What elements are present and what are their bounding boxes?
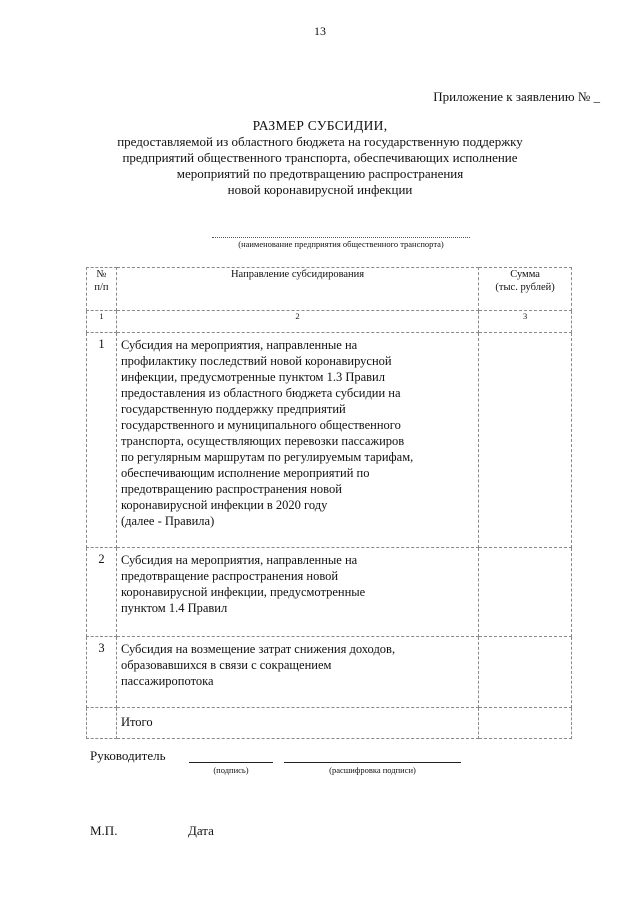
enterprise-caption: (наименование предприятия общественного транспорта) (238, 239, 444, 249)
row-number: 2 (87, 548, 117, 637)
total-row (87, 708, 572, 739)
enterprise-name-line[interactable] (212, 237, 470, 238)
signature-decode-caption: (расшифровка подписи) (329, 765, 416, 775)
total-number-cell (87, 708, 117, 739)
header-number: № п/п (87, 268, 117, 311)
row-amount-cell[interactable] (479, 548, 572, 637)
signer-label: Руководитель (90, 748, 166, 763)
stamp-label: М.П. (90, 823, 118, 838)
title-line: предприятий общественного транспорта, обеспечивающих исполнение (122, 150, 518, 165)
page-number: 13 (314, 24, 326, 38)
title-line: мероприятий по предотвращению распространения (176, 166, 464, 181)
date-label: Дата (188, 823, 214, 838)
header-sum: Сумма (тыс. рублей) (479, 268, 572, 311)
header-direction: Направление субсидирования (116, 268, 478, 311)
column-index: 1 (87, 311, 117, 333)
total-label: Итого (116, 708, 478, 739)
row-amount-cell[interactable] (479, 333, 572, 548)
signature-caption: (подпись) (213, 765, 249, 775)
document-title (0, 118, 640, 198)
row-direction: Субсидия на возмещение затрат снижения доходов, образовавшихся в связи с сокращением пассажиропотока (116, 637, 478, 708)
signature-line[interactable] (189, 762, 273, 763)
appendix-label: Приложение к заявлению № _ (433, 89, 600, 104)
row-amount-cell[interactable] (479, 637, 572, 708)
row-direction: Субсидия на мероприятия, направленные на предотвращение распространения новой коронавирусной инфекции, предусмотренные пунктом 1.4 Правил (116, 548, 478, 637)
title-line: предоставляемой из областного бюджета на государственную поддержку (117, 134, 523, 149)
table-row (87, 548, 572, 637)
row-direction: Субсидия на мероприятия, направленные на профилактику последствий новой коронавирусной инфекции, предусмотренные пунктом 1.3 Правил предоставления из областного бюджета субсидии на государственную поддержку предприятий государственного и муниципального общественного транспорта, осуществляющих перевозки пассажиров по регулярным маршрутам по регулируемым тарифам, обеспечивающим исполнение мероприятий по предотвращению распространения новой коронавирусной инфекции в 2020 году (далее - Правила) (116, 333, 478, 548)
total-amount-cell[interactable] (479, 708, 572, 739)
table-row (87, 637, 572, 708)
row-number: 3 (87, 637, 117, 708)
table-row (87, 333, 572, 548)
signature-decode-line[interactable] (284, 762, 461, 763)
column-index-row (87, 311, 572, 333)
row-number: 1 (87, 333, 117, 548)
title-main: РАЗМЕР СУБСИДИИ, (252, 118, 388, 133)
table-header-row (87, 268, 572, 311)
column-index: 3 (479, 311, 572, 333)
column-index: 2 (116, 311, 478, 333)
title-line: новой коронавирусной инфекции (227, 182, 413, 197)
subsidy-table (86, 267, 572, 739)
